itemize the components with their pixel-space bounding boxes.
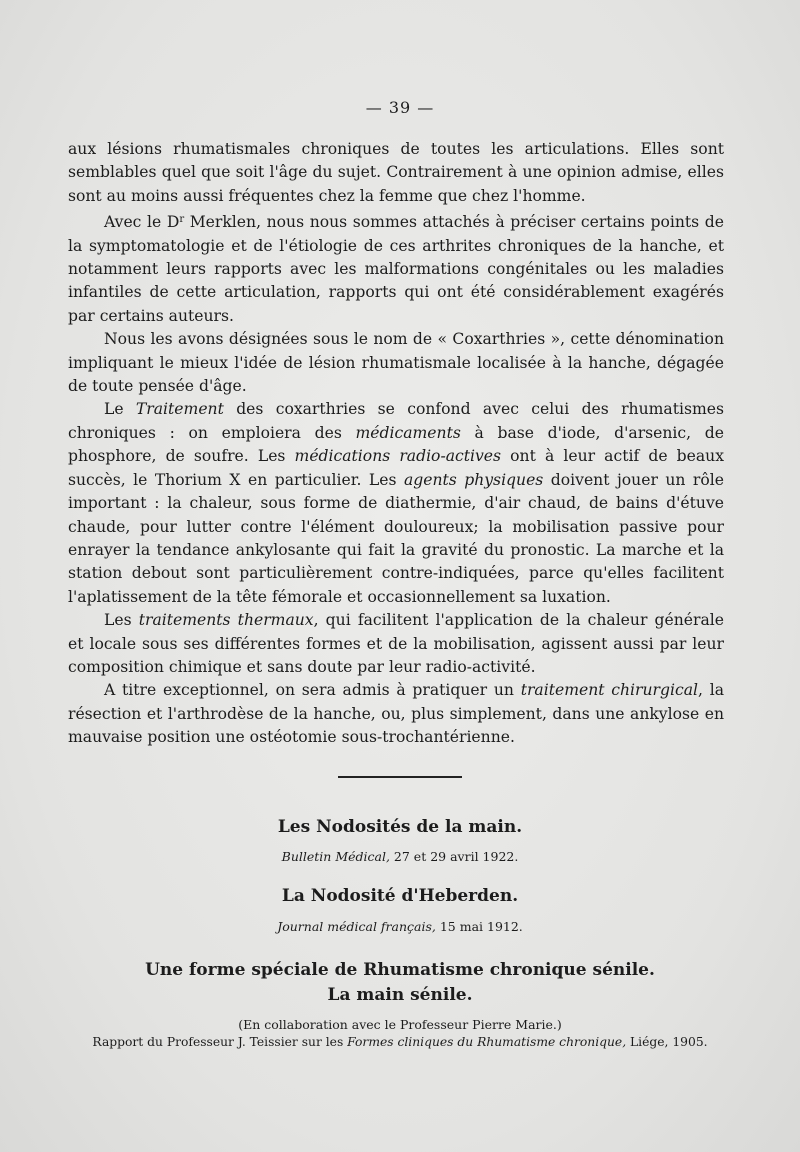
text-segment: Merklen, nous nous sommes attachés à préciser certains points de la symptomatologie et de l'étiologie de ces arthrites chroniques de la hanche, et notamment leurs rapports avec les malformations congénitales ou les maladies infantiles de cette articulation, rapports qui ont été considérablement exagérés par certains auteurs.: [68, 213, 724, 325]
text-segment: doivent jouer un rôle important : la chaleur, sous forme de diathermie, d'air chaud, de bains d'étuve chaude, pour lutter contre l'élément douloureux; la mobilisation passive pour enrayer la tendance ankylosante qui fait la gravité du pronostic. La marche et la station debout sont particulièrement contre-indiquées, parce qu'elles facilitent l'aplatissement de la tête fémorale et occasionnellement sa luxation.: [68, 470, 724, 606]
body-text: [68, 138, 724, 750]
text-segment: Avec le D: [104, 213, 180, 232]
text-segment: Le: [104, 400, 136, 419]
publication-date: 27 et 29 avril 1922.: [389, 849, 519, 864]
publication-title-1: Les Nodosités de la main.: [277, 817, 523, 837]
publication-date: 15 mai 1912.: [435, 919, 523, 934]
paragraph: [68, 208, 724, 328]
publication-title-3-line-2: La main sénile.: [327, 985, 473, 1005]
italic-text: médications radio-actives: [294, 447, 502, 466]
paragraph: [68, 679, 724, 749]
paragraph: [68, 328, 724, 398]
report-title: Formes cliniques du Rhumatisme chronique,: [347, 1035, 627, 1049]
text-segment: A titre exceptionnel, on sera admis à pratiquer un: [104, 681, 521, 700]
publication-title-3-line-1: Une forme spéciale de Rhumatisme chronique sénile.: [145, 960, 655, 980]
paragraph: [68, 138, 724, 208]
superscript: r: [179, 214, 185, 226]
italic-text: traitement chirurgical: [520, 681, 698, 700]
paragraph: [68, 609, 724, 679]
text-segment: aux lésions rhumatismales chroniques de toutes les articulations. Elles sont semblables quel que soit l'âge du sujet. Contrairement à une opinion admise, elles sont au moins aussi fréquentes chez la femme que chez l'homme.: [68, 140, 724, 205]
italic-text: Traitement: [135, 400, 224, 419]
text-segment: des coxarthries se confond avec celui des rhumatismes chroniques : on emploiera des: [68, 400, 724, 442]
publication-title-2: La Nodosité d'Heberden.: [281, 886, 519, 906]
publication-journal: Bulletin Médical,: [281, 849, 390, 864]
text-segment: , la résection et l'arthrodèse de la hanche, ou, plus simplement, dans une ankylose en mauvaise position une ostéotomie sous-trochantérienne.: [68, 681, 724, 747]
text-segment: ont à leur actif de beaux succès, le Thorium X en particulier. Les: [68, 447, 724, 489]
italic-text: traitements thermaux: [138, 611, 314, 630]
report-place-date: Liége, 1905.: [626, 1035, 708, 1049]
text-segment: , qui facilitent l'application de la chaleur générale et locale sous ses différentes formes et de la mobilisation, agissent aussi par leur composition chimique et sans doute par leur radio-activité.: [68, 611, 724, 676]
italic-text: agents physiques: [403, 470, 544, 489]
publication-collaboration-note: (En collaboration avec le Professeur Pierre Marie.): [238, 1017, 562, 1032]
italic-text: médicaments: [355, 423, 461, 442]
report-prefix: Rapport du Professeur J. Teissier sur les: [92, 1035, 348, 1049]
paragraph: [68, 398, 724, 609]
publication-source-1: [60, 849, 740, 864]
publication-report: [40, 1035, 760, 1049]
text-segment: Nous les avons désignées sous le nom de « Coxarthries », cette dénomination impliquant le mieux l'idée de lésion rhumatismale localisée à la hanche, dégagée de toute pensée d'âge.: [68, 330, 724, 396]
page-number: — 39 —: [365, 98, 435, 117]
text-segment: Les: [104, 611, 139, 630]
text-segment: à base d'iode, d'arsenic, de phosphore, de soufre. Les: [68, 423, 724, 466]
publication-source-2: [60, 919, 740, 934]
publication-journal: Journal médical français,: [277, 919, 436, 934]
section-divider: [338, 776, 462, 778]
